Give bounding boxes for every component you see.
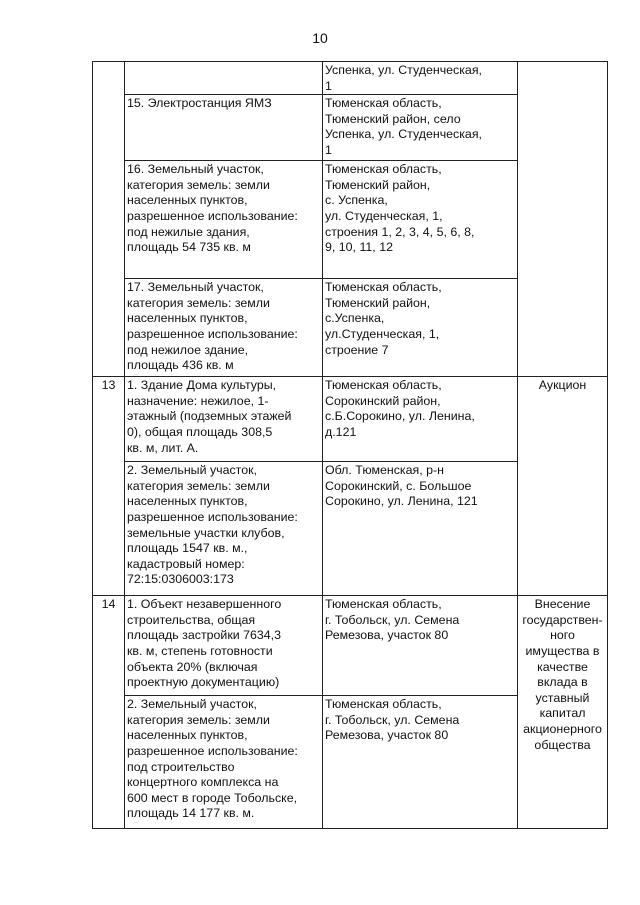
privatization-method-cell: Аукцион	[518, 377, 608, 596]
address-cell: Тюменская область, г. Тобольск, ул. Семена Ремезова, участок 80	[323, 596, 518, 696]
object-name-cell: 15. Электростанция ЯМЗ	[125, 95, 323, 161]
address-cell: Тюменская область, Тюменский район, с. Успенка, ул. Студенческая, 1, строения 1, 2, 3, 4, 5, 6, 8, 9, 10, 11, 12	[323, 161, 518, 279]
property-table	[92, 61, 608, 829]
object-name-cell: 2. Земельный участок, категория земель: земли населенных пунктов, разрешенное использование: земельные участки клубов, площадь 1547 кв. м., кадастровый номер: 72:15:0306003:173	[125, 462, 323, 596]
object-name-cell: 17. Земельный участок, категория земель: земли населенных пунктов, разрешенное использование: под нежилое здание, площадь 436 кв. м	[125, 279, 323, 377]
address-cell: Тюменская область, Тюменский район, с.Успенка, ул.Студенческая, 1, строение 7	[323, 279, 518, 377]
row-number-cell: 14	[93, 596, 125, 829]
row-number-cell: 13	[93, 377, 125, 596]
object-name-cell: 16. Земельный участок, категория земель: земли населенных пунктов, разрешенное использование: под нежилые здания, площадь 54 735 кв. м	[125, 161, 323, 279]
address-cell: Успенка, ул. Студенческая, 1	[323, 62, 518, 95]
object-name-cell: 2. Земельный участок, категория земель: земли населенных пунктов, разрешенное использование: под строительство концертного комплекса на 600 мест в городе Тобольске, площадь 14 177 кв. м.	[125, 696, 323, 829]
table-row	[93, 62, 608, 95]
address-cell: Тюменская область, Тюменский район, село Успенка, ул. Студенческая, 1	[323, 95, 518, 161]
privatization-method-cell: Внесение государствен- ного имущества в качестве вклада в уставный капитал акционерного общества	[518, 596, 608, 829]
address-cell: Обл. Тюменская, р-н Сорокинский, с. Большое Сорокино, ул. Ленина, 121	[323, 462, 518, 596]
object-name-cell	[125, 62, 323, 95]
page-number: 10	[312, 30, 328, 46]
object-name-cell: 1. Объект незавершенного строительства, общая площадь застройки 7634,3 кв. м, степень готовности объекта 20% (включая проектную документацию)	[125, 596, 323, 696]
address-cell: Тюменская область, Сорокинский район, с.Б.Сорокино, ул. Ленина, д.121	[323, 377, 518, 462]
object-name-cell: 1. Здание Дома культуры, назначение: нежилое, 1- этажный (подземных этажей 0), общая площадь 308,5 кв. м, лит. А.	[125, 377, 323, 462]
row-number-cell	[93, 62, 125, 377]
table-row	[93, 596, 608, 696]
address-cell: Тюменская область, г. Тобольск, ул. Семена Ремезова, участок 80	[323, 696, 518, 829]
privatization-method-cell	[518, 62, 608, 377]
table-row	[93, 377, 608, 462]
